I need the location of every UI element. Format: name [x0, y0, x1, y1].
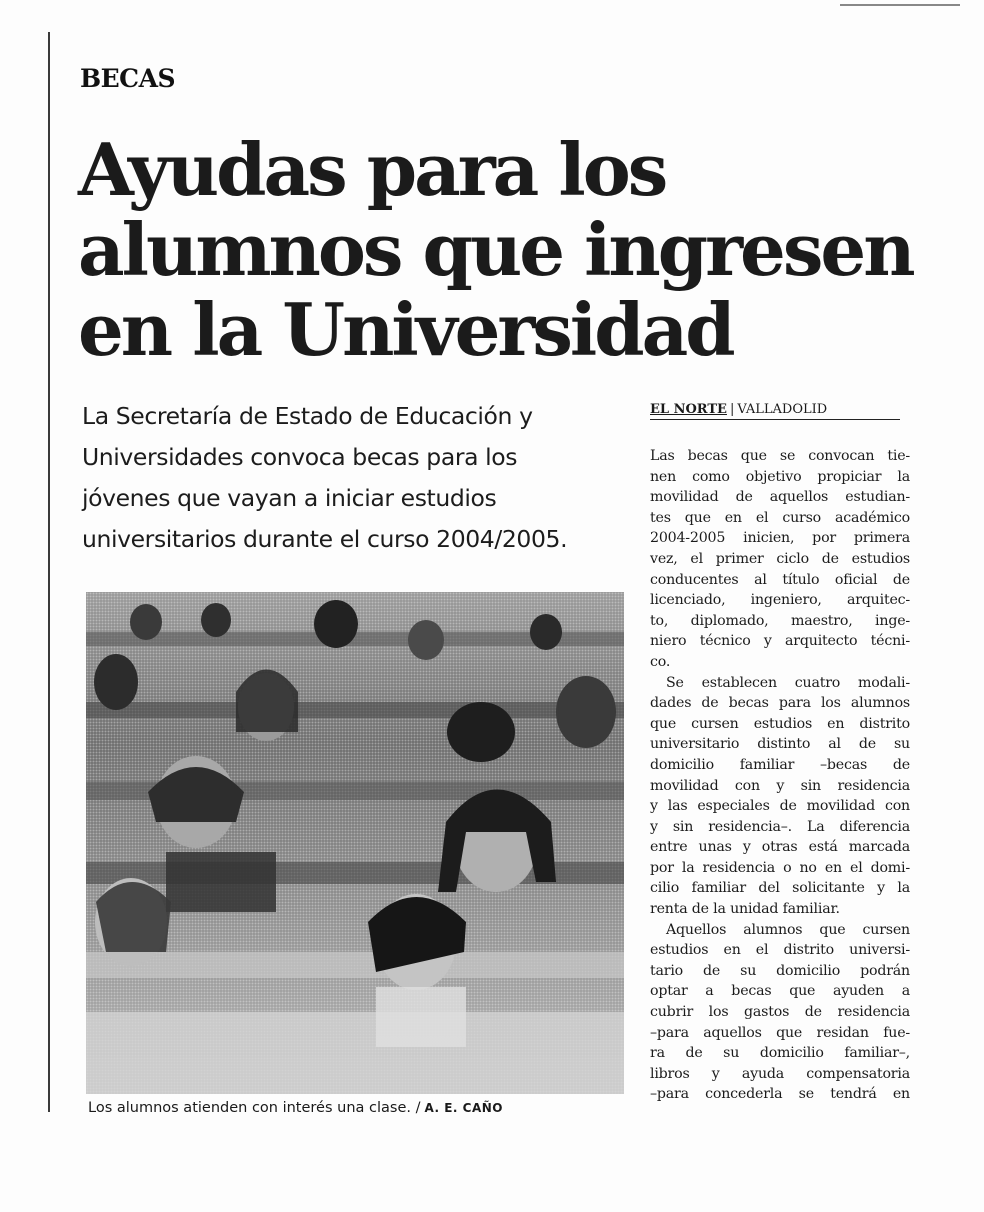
- body-line: movilidad de aquellos estudian-: [650, 489, 910, 506]
- body-line: estudios en el distrito universi-: [650, 942, 910, 959]
- photo-credit: A. E. CAÑO: [424, 1101, 504, 1115]
- body-line: por la residencia o no en el domi-: [650, 859, 910, 876]
- body-line: –para aquellos que residan fue-: [650, 1024, 910, 1041]
- body-line: cubrir los gastos de residencia: [650, 1004, 910, 1021]
- body-line: cilio familiar del solicitante y la: [650, 880, 910, 897]
- body-line: nen como objetivo propiciar la: [650, 468, 910, 485]
- deck-line: jóvenes que vayan a iniciar estudios: [82, 484, 497, 512]
- section-label: BECAS: [80, 64, 176, 93]
- deck-line: La Secretaría de Estado de Educación y: [82, 402, 533, 430]
- body-line: universitario distinto al de su: [650, 736, 910, 753]
- body-line: entre unas y otras está marcada: [650, 839, 910, 856]
- headline: [78, 127, 938, 372]
- byline-outlet: EL NORTE: [650, 402, 727, 417]
- body-line: tario de su domicilio podrán: [650, 962, 910, 979]
- deck-line: universitarios durante el curso 2004/2005.: [82, 525, 568, 553]
- body-line: renta de la unidad familiar.: [650, 901, 840, 918]
- body-line: que cursen estudios en distrito: [650, 715, 910, 732]
- caption-text: Los alumnos atienden con interés una clase. /: [88, 1100, 421, 1116]
- deck-subtitle: [82, 396, 622, 560]
- body-line: dades de becas para los alumnos: [650, 695, 910, 712]
- byline-city: VALLADOLID: [737, 402, 828, 417]
- body-line: co.: [650, 653, 671, 670]
- byline: [650, 402, 900, 420]
- scan-edge-mark: [840, 4, 960, 6]
- deck-line: Universidades convoca becas para los: [82, 443, 518, 471]
- headline-line: en la Universidad: [78, 287, 733, 372]
- body-line: domicilio familiar –becas de: [650, 756, 910, 773]
- body-line: conducentes al título oficial de: [650, 571, 910, 588]
- column-rule: [48, 32, 50, 1112]
- body-line: to, diplomado, maestro, inge-: [650, 612, 910, 629]
- photo-caption: [88, 1100, 503, 1116]
- body-line: vez, el primer ciclo de estudios: [650, 550, 910, 567]
- body-line: licenciado, ingeniero, arquitec-: [650, 592, 910, 609]
- body-line: Se establecen cuatro modali-: [666, 674, 910, 691]
- body-line: optar a becas que ayuden a: [650, 983, 910, 1000]
- headline-line: Ayudas para los: [78, 127, 666, 212]
- article-body: [650, 446, 910, 1105]
- classroom-illustration: [86, 592, 624, 1094]
- classroom-photo: [86, 592, 624, 1094]
- body-line: movilidad con y sin residencia: [650, 777, 910, 794]
- byline-separator: |: [729, 402, 735, 417]
- body-line: Aquellos alumnos que cursen: [666, 921, 910, 938]
- body-line: tes que en el curso académico: [650, 509, 910, 526]
- body-line: Las becas que se convocan tie-: [650, 448, 910, 464]
- headline-line: alumnos que ingresen: [78, 207, 913, 292]
- body-line: –para concederla se tendrá en: [650, 1086, 910, 1103]
- body-line: y sin residencia–. La diferencia: [650, 818, 910, 835]
- body-line: ra de su domicilio familiar–,: [650, 1045, 910, 1062]
- body-line: y las especiales de movilidad con: [650, 798, 910, 815]
- body-line: niero técnico y arquitecto técni-: [650, 633, 910, 650]
- body-line: libros y ayuda compensatoria: [650, 1065, 910, 1082]
- body-line: 2004-2005 inicien, por primera: [650, 530, 910, 547]
